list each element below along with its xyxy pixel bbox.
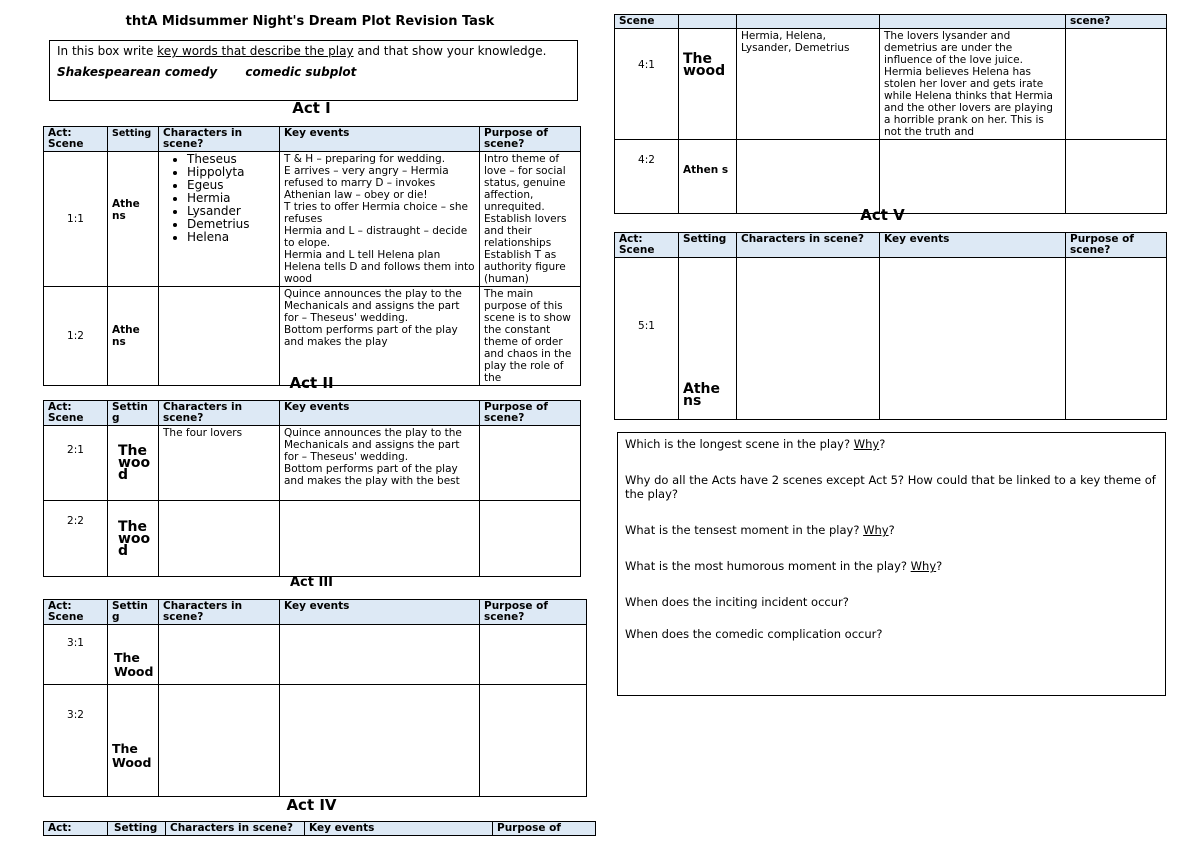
- col-act-scene: Act: Scene: [44, 600, 108, 625]
- scene-number: 3:2: [44, 685, 108, 797]
- table-row: [44, 501, 581, 577]
- table-row: [44, 625, 587, 685]
- keyword-prompt: In this box write key words that describe the play and that show your knowledge.: [57, 44, 547, 58]
- col-key-events: Key events: [280, 600, 480, 625]
- events-cell: The lovers lysander and demetrius are under the influence of the love juice. Hermia believes Helena has stolen her lover and gets irate while Helena thinks that Hermia and the other lovers are playing a horrible prank on her. This is not the truth and: [880, 29, 1066, 140]
- scene-number: 1:2: [44, 287, 108, 386]
- scene-number: 1:1: [44, 152, 108, 287]
- page-title: thtA Midsummer Night's Dream Plot Revision Task: [125, 14, 495, 29]
- keyword-2: comedic subplot: [245, 65, 357, 79]
- col-act-scene: Act: Scene: [615, 233, 679, 258]
- question-act-scenes: Why do all the Acts have 2 scenes except Act 5? How could that be linked to a key theme of the play?: [625, 473, 1156, 501]
- characters-cell: Hermia, Helena, Lysander, Demetrius: [737, 29, 880, 140]
- col-setting: [679, 15, 737, 29]
- col-setting: Settin g: [108, 401, 159, 426]
- character-item: • Theseus: [187, 153, 275, 166]
- scene-setting: Athe ns: [108, 152, 159, 287]
- characters-cell: [159, 625, 280, 685]
- characters-cell: [159, 685, 280, 797]
- col-act-scene: Act:: [44, 822, 108, 836]
- events-cell: Quince announces the play to the Mechanicals and assigns the part for – Theseus' wedding. Bottom performs part of the play and makes the play with the best: [280, 426, 480, 501]
- character-item: • Egeus: [187, 179, 275, 192]
- col-act-scene: Act: Scene: [44, 401, 108, 426]
- question-longest-scene: Which is the longest scene in the play? Why?: [625, 437, 886, 451]
- character-item: • Hippolyta: [187, 166, 275, 179]
- col-key-events: Key events: [880, 233, 1066, 258]
- col-purpose: Purpose of scene?: [1066, 233, 1167, 258]
- col-characters: [737, 15, 880, 29]
- col-key-events: [880, 15, 1066, 29]
- act-2-heading: Act II: [289, 374, 334, 392]
- col-purpose: Purpose of scene?: [480, 401, 581, 426]
- scene-setting: The Wood: [108, 685, 159, 797]
- act-1-table: [43, 126, 581, 386]
- characters-cell: [159, 152, 280, 287]
- scene-setting: The wood: [679, 29, 737, 140]
- table-row: [44, 152, 581, 287]
- scene-number: 4:1: [615, 29, 679, 140]
- scene-number: 4:2: [615, 140, 679, 214]
- table-row: [615, 29, 1167, 140]
- keyword-box: [49, 40, 578, 101]
- act-4-heading: Act IV: [286, 796, 337, 814]
- table-row: [615, 258, 1167, 420]
- col-setting: Setting: [679, 233, 737, 258]
- character-item: • Hermia: [187, 192, 275, 205]
- characters-list: [163, 153, 275, 244]
- character-item: • Lysander: [187, 205, 275, 218]
- questions-box: [617, 432, 1166, 696]
- col-characters: Characters in scene?: [737, 233, 880, 258]
- characters-cell: [737, 258, 880, 420]
- scene-setting: Athe ns: [679, 258, 737, 420]
- purpose-cell: [1066, 258, 1167, 420]
- col-key-events: Key events: [280, 401, 480, 426]
- question-tensest-moment: What is the tensest moment in the play? Why?: [625, 523, 895, 537]
- events-cell: Quince announces the play to the Mechanicals and assigns the part for – Theseus' wedding. Bottom performs part of the play and makes the play: [280, 287, 480, 386]
- col-key-events: Key events: [305, 822, 493, 836]
- purpose-cell: The main purpose of this scene is to show the constant theme of order and chaos in the play the role of the: [480, 287, 581, 386]
- characters-cell: [737, 140, 880, 214]
- act-3-table: [43, 599, 587, 797]
- act-4-table: [614, 14, 1167, 214]
- col-characters: Characters in scene?: [166, 822, 305, 836]
- col-characters: Characters in scene?: [159, 600, 280, 625]
- character-item: • Demetrius: [187, 218, 275, 231]
- act-3-heading: Act III: [289, 575, 334, 590]
- col-purpose: Purpose of scene?: [480, 127, 581, 152]
- col-purpose: scene?: [1066, 15, 1167, 29]
- purpose-cell: [480, 685, 587, 797]
- scene-setting: The Wood: [108, 625, 159, 685]
- scene-number: 2:2: [44, 501, 108, 577]
- events-cell: [880, 258, 1066, 420]
- events-cell: T & H – preparing for wedding. E arrives – very angry – Hermia refused to marry D – invokes Athenian law – obey or die! T tries to offer Hermia choice – she refuses Hermia and L – distraught – decide to elope. Hermia and L tell Helena plan Helena tells D and follows them into wood: [280, 152, 480, 287]
- purpose-cell: [480, 426, 581, 501]
- scene-number: 3:1: [44, 625, 108, 685]
- purpose-cell: [480, 625, 587, 685]
- purpose-cell: [480, 501, 581, 577]
- table-row: [44, 426, 581, 501]
- col-purpose: Purpose of scene?: [480, 600, 587, 625]
- events-cell: [280, 625, 480, 685]
- col-act-scene: Act: Scene: [44, 127, 108, 152]
- col-setting: Settin g: [108, 600, 159, 625]
- scene-number: 5:1: [615, 258, 679, 420]
- col-act-scene: Scene: [615, 15, 679, 29]
- character-item: • Helena: [187, 231, 275, 244]
- purpose-cell: [1066, 29, 1167, 140]
- question-humorous-moment: What is the most humorous moment in the play? Why?: [625, 559, 943, 573]
- col-characters: Characters in scene?: [159, 401, 280, 426]
- characters-cell: [159, 287, 280, 386]
- scene-setting: Athe ns: [108, 287, 159, 386]
- question-inciting-incident: When does the inciting incident occur?: [625, 595, 849, 609]
- purpose-cell: [1066, 140, 1167, 214]
- act-5-table: [614, 232, 1167, 420]
- keyword-1: Shakespearean comedy: [57, 65, 218, 79]
- scene-setting: The woo d: [108, 501, 159, 577]
- purpose-cell: Intro theme of love – for social status, genuine affection, unrequited. Establish lovers and their relationships Establish T as authority figure (human): [480, 152, 581, 287]
- act-5-heading: Act V: [860, 206, 905, 224]
- scene-number: 2:1: [44, 426, 108, 501]
- characters-cell: [159, 501, 280, 577]
- col-characters: Characters in scene?: [159, 127, 280, 152]
- events-cell: [280, 685, 480, 797]
- act-2-table: [43, 400, 581, 577]
- act-1-heading: Act I: [292, 99, 331, 117]
- characters-cell: The four lovers: [159, 426, 280, 501]
- act-4-table-start: [43, 821, 596, 836]
- table-row: [615, 140, 1167, 214]
- table-row: [44, 685, 587, 797]
- scene-setting: Athen s: [679, 140, 737, 214]
- events-cell: [280, 501, 480, 577]
- scene-setting: The woo d: [108, 426, 159, 501]
- question-comedic-complication: When does the comedic complication occur?: [625, 627, 883, 641]
- table-row: [44, 287, 581, 386]
- col-setting: Setting: [108, 822, 166, 836]
- events-cell: [880, 140, 1066, 214]
- col-setting: Setting: [108, 127, 159, 152]
- col-purpose: Purpose of: [493, 822, 596, 836]
- col-key-events: Key events: [280, 127, 480, 152]
